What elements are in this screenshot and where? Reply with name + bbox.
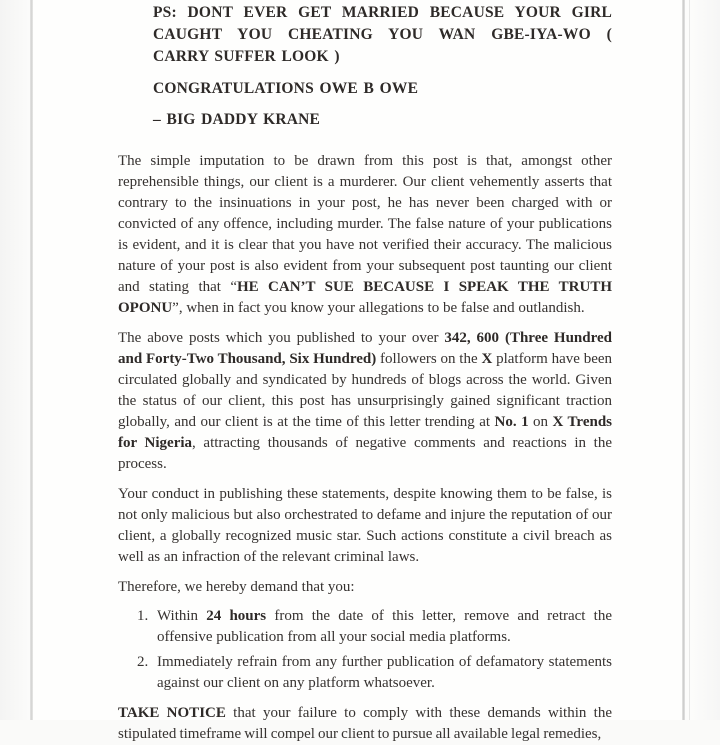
page-right-edge — [682, 0, 685, 720]
demand-item-1 — [118, 606, 612, 648]
demand-number-2: 2. — [137, 652, 148, 673]
demand-list — [118, 606, 612, 694]
demand-intro: Therefore, we hereby demand that you: — [118, 577, 612, 598]
congratulations-line: CONGRATULATIONS OWE B OWE — [153, 78, 612, 100]
letter-body — [118, 0, 612, 745]
take-notice-paragraph: TAKE NOTICE that your failure to comply with these demands within the stipulated timeframe will compel our client to pursue all available legal remedies, — [118, 703, 612, 745]
paragraph-circulation: The above posts which you published to your over 342, 600 (Three Hundred and Forty-Two Thousand, Six Hundred) followers on the X platform have been circulated globally and syndicated by hundreds of blogs across the world. Given the status of our client, this post has unsurprisingly gained significant traction globally, and our client is at the time of this letter trending at No. 1 on X Trends for Nigeria, attracting thousands of negative comments and reactions in the process. — [118, 328, 612, 475]
demand-text-2: Immediately refrain from any further publication of defamatory statements against our client on any platform whatsoever. — [157, 654, 612, 691]
demand-item-2 — [118, 652, 612, 694]
postscript-line: PS: DONT EVER GET MARRIED BECAUSE YOUR GIRL CAUGHT YOU CHEATING YOU WAN GBE-IYA-WO ( CARRY SUFFER LOOK ) — [153, 2, 612, 68]
attribution-line: – BIG DADDY KRANE — [153, 109, 612, 131]
demand-text-1: Within 24 hours from the date of this letter, remove and retract the offensive publication from all your social media platforms. — [157, 608, 612, 645]
demand-number-1: 1. — [137, 606, 148, 627]
postscript-block — [153, 2, 612, 131]
paragraph-conduct: Your conduct in publishing these statements, despite knowing them to be false, is not only malicious but also orchestrated to defame and injure the reputation of our client, a globally recognized music star. Such actions constitute a civil breach as well as an infraction of the relevant criminal laws. — [118, 484, 612, 568]
page-left-edge — [30, 0, 33, 720]
page-right-edge-shadow — [689, 0, 690, 720]
paragraph-imputation: The simple imputation to be drawn from this post is that, amongst other reprehensible things, our client is a murderer. Our client vehemently asserts that contrary to the insinuations in your post, he has never been charged with or convicted of any offence, including murder. The false nature of your publications is evident, and it is clear that you have not verified their accuracy. The malicious nature of your post is also evident from your subsequent post taunting our client and stating that “HE CAN’T SUE BECAUSE I SPEAK THE TRUTH OPONU”, when in fact you know your allegations to be false and outlandish. — [118, 151, 612, 319]
